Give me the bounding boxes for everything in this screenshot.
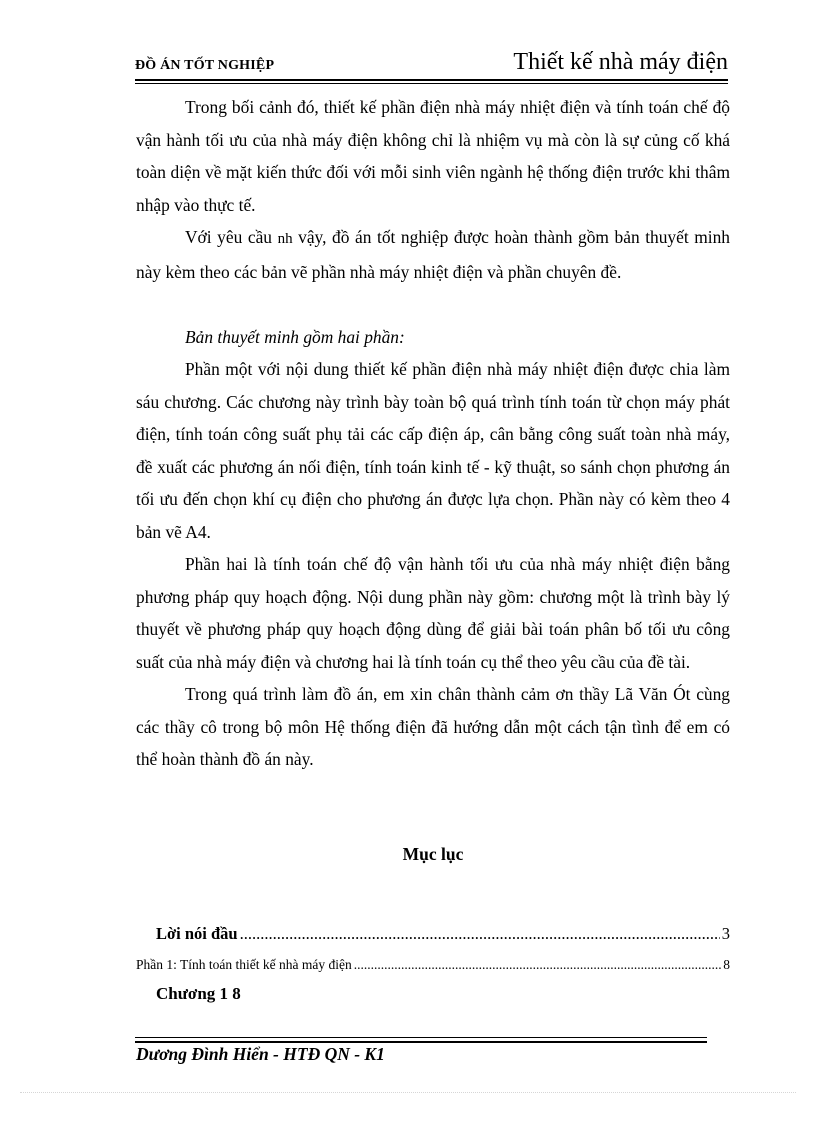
paragraph-part-one: Phần một với nội dung thiết kế phần điện nhà máy nhiệt điện được chia làm sáu chương. Các chương này trình bày toàn bộ quá trình tính toán từ chọn máy phát điện, tính toán công suất phụ tải các cấp điện áp, cân bằng công suất toàn nhà máy, đề xuất các phương án nối điện, tính toán kinh tế - kỹ thuật, so sánh chọn phương án tối ưu đến chọn khí cụ điện cho phương án được lựa chọn. Phần này có kèm theo 4 bản vẽ A4. bbox=[136, 359, 730, 542]
toc-entry-label: Lời nói đầu bbox=[156, 924, 238, 943]
paragraph-requirements bbox=[136, 221, 730, 288]
paragraph-requirements-b: vậy, đồ án tốt nghiệp được hoàn thành gồm bản thuyết minh này kèm theo các bản vẽ phần nhà máy nhiệt điện và phần chuyên đề. bbox=[136, 227, 731, 282]
header-rule-thick bbox=[135, 79, 728, 81]
toc-entry-page: 3 bbox=[721, 924, 730, 943]
header-right-title: Thiết kế nhà máy điện bbox=[513, 49, 728, 75]
toc-entry-chapter-1[interactable]: Chương 1 8 bbox=[156, 984, 241, 1003]
header-rule-thin bbox=[135, 83, 728, 84]
header-left-title: ĐỒ ÁN TỐT NGHIỆP bbox=[135, 58, 275, 73]
paragraph-requirements-small: nh bbox=[277, 231, 293, 247]
toc-entry-preface[interactable] bbox=[136, 924, 730, 944]
paragraph-requirements-a: Với yêu cầu bbox=[185, 227, 278, 247]
page-bottom-dotted-line bbox=[20, 1092, 796, 1093]
paragraph-two-parts: Bản thuyết minh gồm hai phần: bbox=[185, 326, 405, 347]
toc-entry-part-1[interactable] bbox=[136, 957, 730, 973]
page-header bbox=[135, 44, 728, 78]
toc-title: Mục lục bbox=[402, 844, 464, 864]
paragraph-context: Trong bối cảnh đó, thiết kế phần điện nhà máy nhiệt điện và tính toán chế độ vận hành tối ưu của nhà máy điện không chỉ là nhiệm vụ mà còn là sự củng cố khá toàn diện về mặt kiến thức đối với mỗi sinh viên ngành hệ thống điện trước khi thâm nhập vào thực tế. bbox=[136, 97, 730, 215]
paragraph-part-two: Phần hai là tính toán chế độ vận hành tối ưu của nhà máy nhiệt điện bằng phương pháp quy hoạch động. Nội dung phần này gồm: chương một là trình bày lý thuyết về phương pháp quy hoạch động dùng để giải bài toán phân bố tối ưu công suất của nhà máy điện và chương hai là tính toán cụ thể theo yêu cầu của đề tài. bbox=[136, 554, 730, 672]
toc-entry-page: 8 bbox=[723, 957, 730, 972]
toc-entry-label: Phần 1: Tính toán thiết kế nhà máy điện bbox=[136, 957, 352, 972]
footer-author: Dương Đình Hiển - HTĐ QN - K1 bbox=[136, 1044, 385, 1064]
body-text bbox=[136, 91, 730, 776]
toc-leader-dots bbox=[354, 957, 722, 973]
footer-rule-thick bbox=[135, 1041, 707, 1043]
footer-rule-thin bbox=[135, 1037, 707, 1038]
paragraph-acknowledgement: Trong quá trình làm đồ án, em xin chân thành cảm ơn thầy Lã Văn Ót cùng các thầy cô trong bộ môn Hệ thống điện đã hướng dẫn một cách tận tình để em có thể hoàn thành đồ án này. bbox=[136, 684, 730, 769]
toc-leader-dots bbox=[240, 924, 720, 944]
